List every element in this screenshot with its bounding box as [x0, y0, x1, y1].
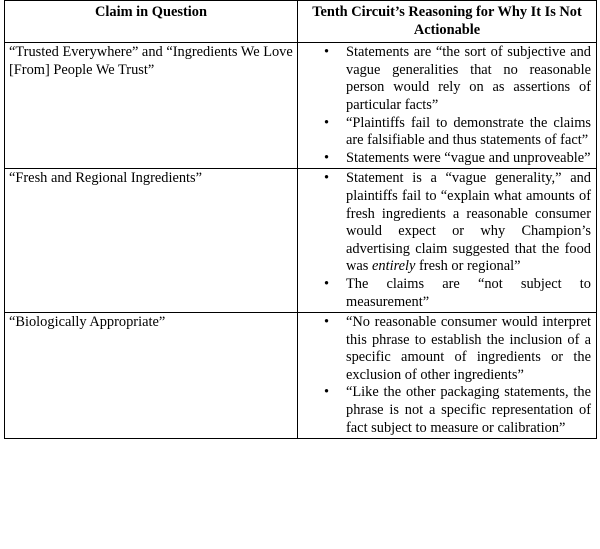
reason-list — [300, 314, 591, 437]
reason-text: Statement is a “vague generality,” and plaintiffs fail to “explain what amounts of fresh ingredients a reasonable consumer would expect or why Champion’s advertising claim suggested that the food was — [346, 170, 591, 275]
reason-item: • Statements were “vague and unproveable” — [346, 150, 591, 168]
table-row — [5, 313, 597, 439]
reason-item: • “No reasonable consumer would interpret this phrase to establish the inclusion of a specific amount of ingredients or the exclusion of other ingredients” — [346, 314, 591, 384]
reason-item — [346, 170, 591, 276]
header-claim: Claim in Question — [5, 1, 298, 43]
reason-emphasis: entirely — [371, 258, 416, 275]
claims-table — [4, 0, 597, 439]
reason-item: • “Like the other packaging statements, the phrase is not a specific representation of fact subject to measure or calibration” — [346, 384, 591, 437]
header-reasoning: Tenth Circuit’s Reasoning for Why It Is Not Actionable — [298, 1, 597, 43]
reasoning-cell — [298, 313, 597, 439]
reason-item: • “Plaintiffs fail to demonstrate the claims are falsifiable and thus statements of fact” — [346, 115, 591, 150]
reason-list — [300, 170, 591, 311]
reason-text: fresh or regional” — [415, 258, 521, 275]
header-row — [5, 1, 597, 43]
claim-cell: “Fresh and Regional Ingredients” — [5, 169, 298, 313]
reasoning-cell — [298, 43, 597, 169]
claim-cell: “Biologically Appropriate” — [5, 313, 298, 439]
table-row — [5, 169, 597, 313]
claim-cell: “Trusted Everywhere” and “Ingredients We Love [From] People We Trust” — [5, 43, 298, 169]
reason-item: • Statements are “the sort of subjective and vague generalities that no reasonable person would rely on as assertions of particular facts” — [346, 44, 591, 114]
reason-item: • The claims are “not subject to measurement” — [346, 276, 591, 311]
reasoning-cell — [298, 169, 597, 313]
table-row — [5, 43, 597, 169]
reason-list — [300, 44, 591, 167]
